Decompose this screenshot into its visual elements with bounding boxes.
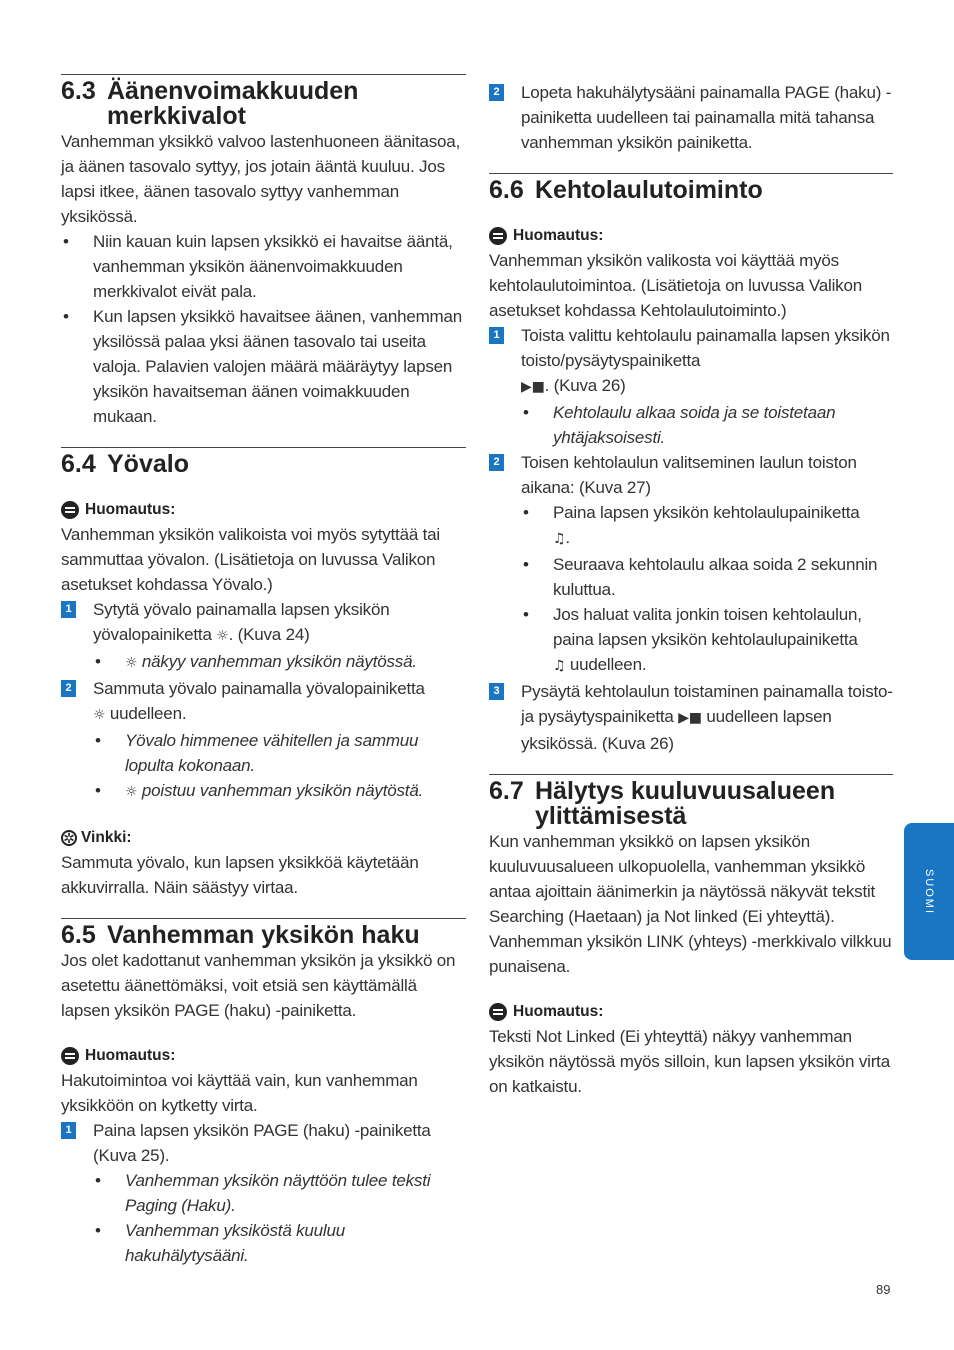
section-heading <box>61 74 466 129</box>
section-intro: Kun vanhemman yksikkö on lapsen yksikön kuuluvuusalueen ulkopuolella, vanhemman yksikkö antaa ajoittain äänimerkin ja näytössä näkyvät tekstit Searching (Haetaan) ja Not linked (Ei yhteyttä). Vanhemman yksikön LINK (yhteys) -merkkivalo vilkkuu punaisena. <box>489 832 892 976</box>
bullet-glyph: • <box>95 781 101 800</box>
tip-label: Vinkki: <box>81 829 132 846</box>
list-item <box>489 500 893 552</box>
list-item-text-main: näkyy vanhemman yksikön näytössä. <box>137 652 417 671</box>
note-heading <box>489 223 893 248</box>
section-heading <box>489 774 893 829</box>
list-item <box>61 304 466 429</box>
step-text-end: uudelleen lapsen yksikössä. (Kuva 26) <box>521 707 832 753</box>
step-number: 2 <box>489 454 504 471</box>
list-item-text: Seuraava kehtolaulu alkaa soida 2 sekunnin kuluttua. <box>553 555 878 599</box>
note-heading <box>61 497 466 522</box>
step-text <box>93 597 466 649</box>
list-item-text-end: . <box>565 528 570 547</box>
step-text-end: uudelleen. <box>105 704 187 723</box>
step-1 <box>61 1118 466 1168</box>
step-text: Lopeta hakuhälytysääni painamalla PAGE (haku) -painiketta uudelleen tai painamalla mitä tahansa vanhemman yksikön painiketta. <box>521 83 892 152</box>
step-number: 2 <box>489 84 504 101</box>
note-icon <box>489 227 507 245</box>
tip-text: Sammuta yövalo, kun lapsen yksikköä käytetään akkuvirralla. Näin säästyy virtaa. <box>61 853 419 897</box>
list-item-text <box>553 602 893 679</box>
section-number: 6.5 <box>61 921 96 949</box>
bullet-glyph: • <box>95 652 101 671</box>
list-item-text: Vanhemman yksiköstä kuuluu hakuhälytysääni. <box>125 1221 346 1265</box>
note-icon <box>489 1003 507 1021</box>
list-item <box>61 778 466 805</box>
note-text: Teksti Not Linked (Ei yhteyttä) näkyy vanhemman yksikön näytössä myös silloin, kun lapsen yksikön virta on katkaistu. <box>489 1027 890 1096</box>
step-text-main: Pysäytä kehtolaulun toistaminen painamalla toisto- ja pysäytyspainiketta <box>521 682 893 726</box>
section-number: 6.6 <box>489 176 524 204</box>
list-item-text <box>125 778 466 805</box>
step-1 <box>61 597 466 649</box>
section-number: 6.4 <box>61 450 96 478</box>
list-item-text: Yövalo himmenee vähitellen ja sammuu lopulta kokonaan. <box>125 731 419 775</box>
note-label: Huomautus: <box>513 1003 604 1020</box>
list-item <box>61 649 466 676</box>
tip-icon <box>61 830 77 846</box>
step-number: 2 <box>61 680 76 697</box>
lullaby-icon: ♫ <box>553 658 566 674</box>
step-number: 3 <box>489 683 504 700</box>
section-heading <box>489 173 893 203</box>
step-2 <box>489 80 893 155</box>
step-text-main: Sammuta yövalo painamalla yövalopainiketta <box>93 679 425 698</box>
step-text: Paina lapsen yksikön PAGE (haku) -painiketta (Kuva 25). <box>93 1121 431 1165</box>
note-heading <box>61 1043 466 1068</box>
bullet-glyph: • <box>523 605 529 624</box>
nightlight-icon: ☼ <box>216 628 229 644</box>
left-column <box>61 74 466 1268</box>
play-stop-icon: ▶■ <box>521 379 545 395</box>
note-icon <box>61 501 79 519</box>
section-6-4 <box>61 447 466 900</box>
note-text: Vanhemman yksikön valikosta voi käyttää myös kehtolaulutoimintoa. (Lisätietoja on luvussa Valikon asetukset kohdassa Kehtolaulutoiminto.) <box>489 251 862 320</box>
step-1 <box>489 323 893 400</box>
bullet-glyph: • <box>95 1221 101 1240</box>
step-text: Toisen kehtolaulun valitseminen laulun toiston aikana: (Kuva 27) <box>521 453 857 497</box>
step-2 <box>61 676 466 728</box>
section-title: Kehtolaulutoiminto <box>535 176 763 204</box>
list-item <box>61 728 466 778</box>
nightlight-icon: ☼ <box>125 655 138 671</box>
list-item <box>61 229 466 304</box>
section-intro: Jos olet kadottanut vanhemman yksikön ja yksikkö on asetettu äänettömäksi, voit etsiä sen käyttämällä lapsen yksikön PAGE (haku) -painiketta. <box>61 951 456 1020</box>
list-item-text: Kehtolaulu alkaa soida ja se toistetaan yhtäjaksoisesti. <box>553 403 836 447</box>
note-label: Huomautus: <box>85 1047 176 1064</box>
list-item-text <box>125 649 466 676</box>
nightlight-icon: ☼ <box>93 707 106 723</box>
lullaby-icon: ♫ <box>553 531 566 547</box>
step-text-main: Toista valittu kehtolaulu painamalla lapsen yksikön toisto/pysäytyspainiketta <box>521 326 890 370</box>
language-tab-label: SUOMI <box>923 868 935 915</box>
bullet-glyph: • <box>523 555 529 574</box>
section-heading <box>61 918 466 948</box>
step-number: 1 <box>61 1122 76 1139</box>
list-item-text: Vanhemman yksikön näyttöön tulee teksti Paging (Haku). <box>125 1171 431 1215</box>
list-item <box>61 1218 466 1268</box>
note-label: Huomautus: <box>513 227 604 244</box>
step-number: 1 <box>61 601 76 618</box>
bullet-glyph: • <box>63 307 69 326</box>
section-title: Vanhemman yksikön haku <box>107 921 420 949</box>
tip-heading <box>61 825 466 850</box>
step-number: 1 <box>489 327 504 344</box>
section-6-5 <box>61 918 466 1268</box>
section-title: Yövalo <box>107 450 189 478</box>
section-title: Äänenvoimakkuuden merkkivalot <box>107 77 359 130</box>
page-number: 89 <box>876 1282 891 1297</box>
step-text-ref: . (Kuva 26) <box>544 376 626 395</box>
list-item-text: Niin kauan kuin lapsen yksikkö ei havaitse ääntä, vanhemman yksikön äänenvoimakkuuden merkkivalot eivät pala. <box>93 232 453 301</box>
bullet-glyph: • <box>95 731 101 750</box>
list-item-text-main: Paina lapsen yksikön kehtolaulupainiketta <box>553 503 860 522</box>
list-item-text-main: poistuu vanhemman yksikön näytöstä. <box>137 781 424 800</box>
section-number: 6.7 <box>489 777 524 805</box>
bullet-glyph: • <box>63 232 69 251</box>
list-item-text-end: uudelleen. <box>565 655 647 674</box>
nightlight-icon: ☼ <box>125 784 138 800</box>
section-intro: Vanhemman yksikkö valvoo lastenhuoneen äänitasoa, ja äänen tasovalo syttyy, jos jotain ääntä kuuluu. Jos lapsi itkee, äänen tasovalo syttyy vanhemman yksikössä. <box>61 132 461 226</box>
step-text <box>521 323 893 400</box>
note-icon <box>61 1047 79 1065</box>
list-item-text-main: Jos haluat valita jonkin toisen kehtolaulun, paina lapsen yksikön kehtolaulupainiketta <box>553 605 862 649</box>
bullet-glyph: • <box>523 403 529 422</box>
step-text <box>521 679 893 756</box>
list-item-text <box>553 500 893 552</box>
list-item <box>61 1168 466 1218</box>
right-column <box>489 80 893 1099</box>
step-2 <box>489 450 893 500</box>
step-3 <box>489 679 893 756</box>
step-text <box>93 676 466 728</box>
section-number: 6.3 <box>61 77 96 105</box>
note-text: Vanhemman yksikön valikoista voi myös sytyttää tai sammuttaa yövalon. (Lisätietoja on luvussa Valikon asetukset kohdassa Yövalo.) <box>61 525 440 594</box>
note-heading <box>489 999 893 1024</box>
list-item-text: Kun lapsen yksikkö havaitsee äänen, vanhemman yksilössä palaa yksi äänen tasovalo tai useita valoja. Palavien valojen määrä määräytyy lapsen yksikön havaitseman äänen voimakkuuden mukaan. <box>93 307 463 426</box>
list-item <box>489 400 893 450</box>
step-text-main: Sytytä yövalo painamalla lapsen yksikön yövalopainiketta <box>93 600 390 644</box>
play-stop-icon: ▶■ <box>678 710 702 726</box>
section-title: Hälytys kuuluvuusalueen ylittämisestä <box>535 777 836 830</box>
section-6-3 <box>61 74 466 429</box>
section-6-7 <box>489 774 893 1099</box>
step-text-ref: . (Kuva 24) <box>228 625 310 644</box>
section-heading <box>61 447 466 477</box>
note-label: Huomautus: <box>85 501 176 518</box>
note-text: Hakutoimintoa voi käyttää vain, kun vanhemman yksikköön on kytketty virta. <box>61 1071 418 1115</box>
language-tab <box>904 823 954 960</box>
bullet-glyph: • <box>523 503 529 522</box>
list-item <box>489 602 893 679</box>
bullet-glyph: • <box>95 1171 101 1190</box>
list-item <box>489 552 893 602</box>
section-6-6 <box>489 173 893 756</box>
